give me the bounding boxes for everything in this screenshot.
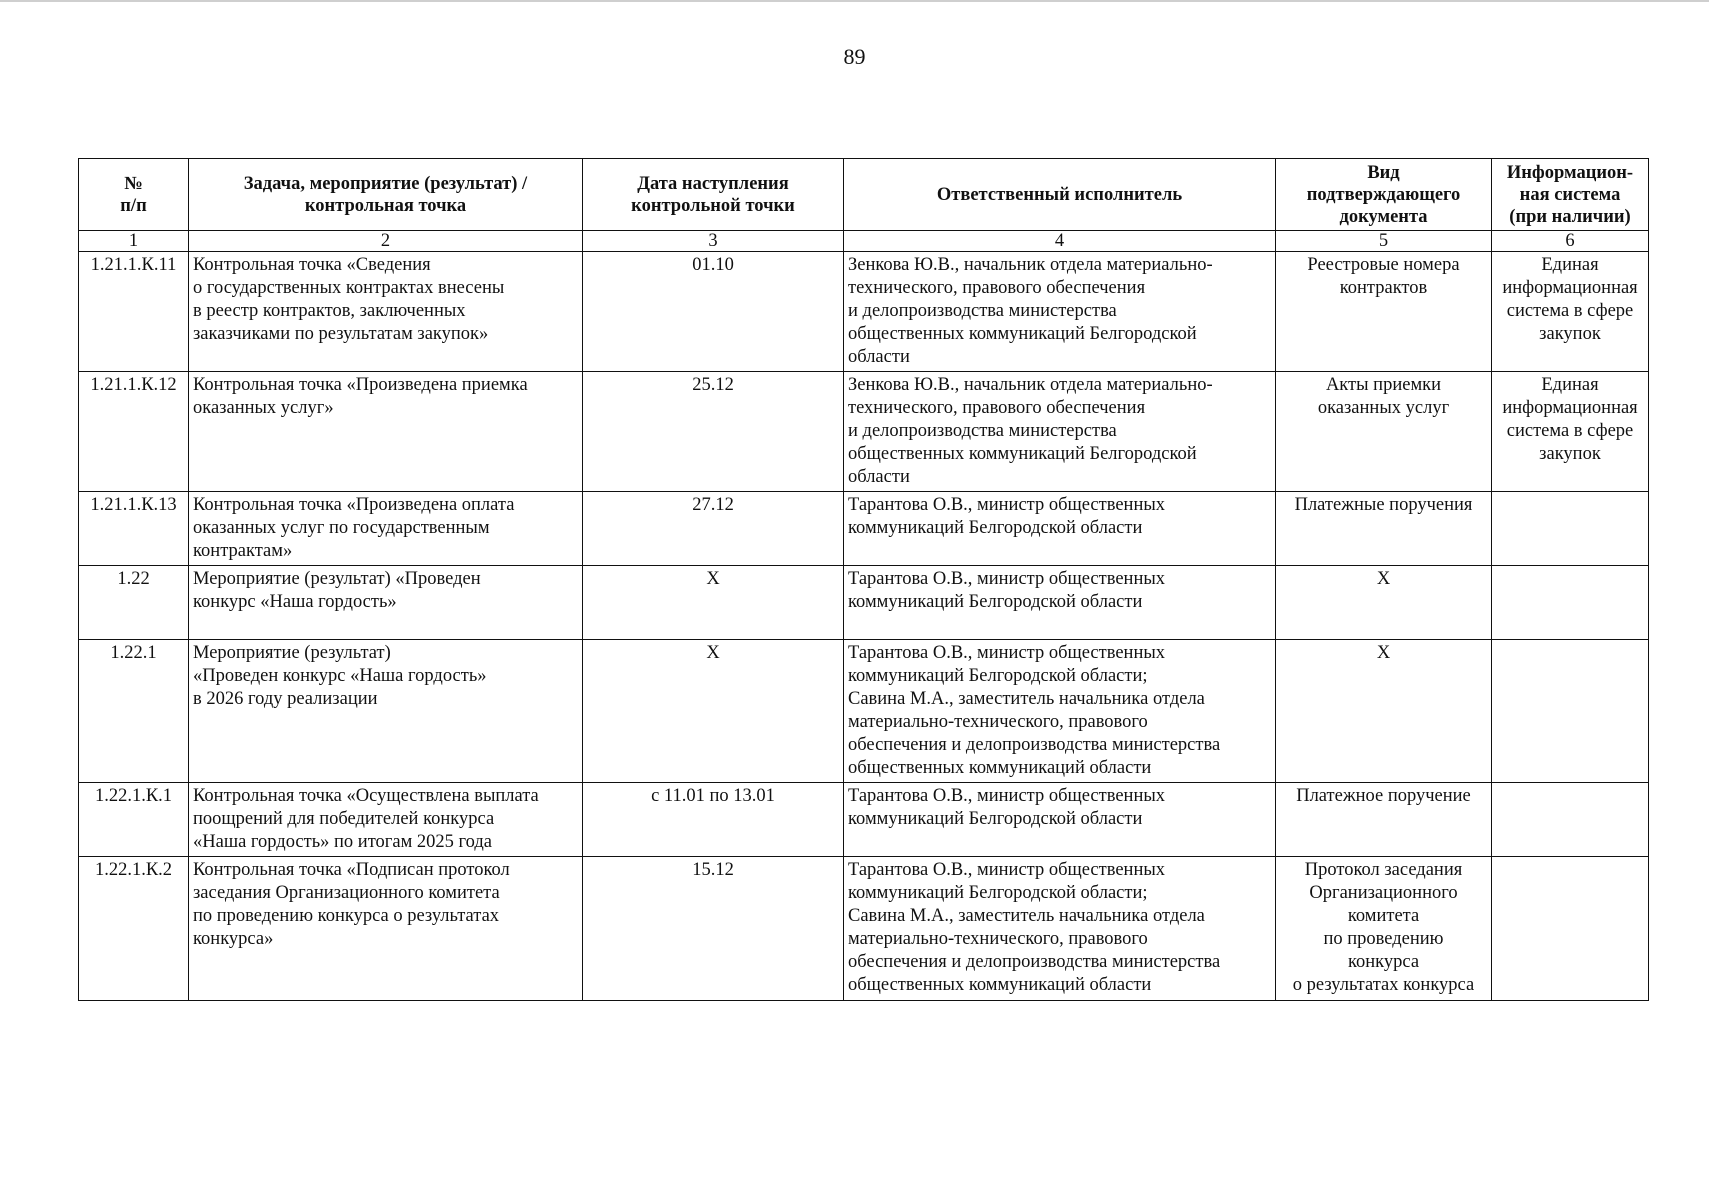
table-row xyxy=(79,566,1649,640)
row-id: 1.21.1.К.13 xyxy=(79,492,189,566)
row-date: 27.12 xyxy=(583,492,844,566)
row-document: Платежные поручения xyxy=(1276,492,1492,566)
table-row xyxy=(79,492,1649,566)
row-executor: Тарантова О.В., министр общественных коммуникаций Белгородской области xyxy=(844,566,1276,640)
row-system xyxy=(1492,566,1649,640)
row-document: Протокол заседания Организационного комитета по проведению конкурса о результатах конкурса xyxy=(1276,857,1492,1001)
row-system xyxy=(1492,640,1649,783)
row-executor: Зенкова Ю.В., начальник отдела материально- технического, правового обеспечения и делопроизводства министерства общественных коммуникаций Белгородской области xyxy=(844,252,1276,372)
row-system xyxy=(1492,492,1649,566)
column-number: 2 xyxy=(189,231,583,252)
row-document: Х xyxy=(1276,640,1492,783)
row-date: 01.10 xyxy=(583,252,844,372)
column-number: 6 xyxy=(1492,231,1649,252)
header-row xyxy=(79,159,1649,231)
row-date: с 11.01 по 13.01 xyxy=(583,783,844,857)
table-row xyxy=(79,372,1649,492)
row-task: Контрольная точка «Сведения о государственных контрактах внесены в реестр контрактов, заключенных заказчиками по результатам закупок» xyxy=(189,252,583,372)
column-number: 5 xyxy=(1276,231,1492,252)
row-executor: Зенкова Ю.В., начальник отдела материально- технического, правового обеспечения и делопроизводства министерства общественных коммуникаций Белгородской области xyxy=(844,372,1276,492)
row-id: 1.21.1.К.11 xyxy=(79,252,189,372)
row-system xyxy=(1492,857,1649,1001)
row-id: 1.22.1 xyxy=(79,640,189,783)
row-task: Контрольная точка «Произведена приемка оказанных услуг» xyxy=(189,372,583,492)
column-number: 4 xyxy=(844,231,1276,252)
row-task: Мероприятие (результат) «Проведен конкурс «Наша гордость» xyxy=(189,566,583,640)
row-task: Контрольная точка «Осуществлена выплата поощрений для победителей конкурса «Наша гордость» по итогам 2025 года xyxy=(189,783,583,857)
page-number: 89 xyxy=(843,44,866,69)
row-id: 1.22 xyxy=(79,566,189,640)
row-document: Акты приемки оказанных услуг xyxy=(1276,372,1492,492)
row-date: Х xyxy=(583,566,844,640)
column-number-row xyxy=(79,231,1649,252)
row-task: Мероприятие (результат) «Проведен конкурс «Наша гордость» в 2026 году реализации xyxy=(189,640,583,783)
row-executor: Тарантова О.В., министр общественных коммуникаций Белгородской области; Савина М.А., заместитель начальника отдела материально-технического, правового обеспечения и делопроизводства министерства общественных коммуникаций области xyxy=(844,640,1276,783)
column-number: 3 xyxy=(583,231,844,252)
row-executor: Тарантова О.В., министр общественных коммуникаций Белгородской области xyxy=(844,492,1276,566)
row-executor: Тарантова О.В., министр общественных коммуникаций Белгородской области xyxy=(844,783,1276,857)
page-top-edge xyxy=(0,0,1709,2)
row-document: Х xyxy=(1276,566,1492,640)
table-row xyxy=(79,252,1649,372)
row-id: 1.21.1.К.12 xyxy=(79,372,189,492)
row-system xyxy=(1492,783,1649,857)
plan-table xyxy=(78,158,1649,1001)
row-date: 25.12 xyxy=(583,372,844,492)
row-date: 15.12 xyxy=(583,857,844,1001)
row-task: Контрольная точка «Произведена оплата оказанных услуг по государственным контрактам» xyxy=(189,492,583,566)
header-date: Дата наступления контрольной точки xyxy=(583,159,844,231)
row-id: 1.22.1.К.1 xyxy=(79,783,189,857)
table-row xyxy=(79,857,1649,1001)
header-number: № п/п xyxy=(79,159,189,231)
header-system: Информацион- ная система (при наличии) xyxy=(1492,159,1649,231)
column-number: 1 xyxy=(79,231,189,252)
row-document: Реестровые номера контрактов xyxy=(1276,252,1492,372)
header-task: Задача, мероприятие (результат) / контрольная точка xyxy=(189,159,583,231)
header-document: Вид подтверждающего документа xyxy=(1276,159,1492,231)
table-row xyxy=(79,640,1649,783)
row-task: Контрольная точка «Подписан протокол заседания Организационного комитета по проведению конкурса о результатах конкурса» xyxy=(189,857,583,1001)
table-row xyxy=(79,783,1649,857)
header-executor: Ответственный исполнитель xyxy=(844,159,1276,231)
row-executor: Тарантова О.В., министр общественных коммуникаций Белгородской области; Савина М.А., заместитель начальника отдела материально-технического, правового обеспечения и делопроизводства министерства общественных коммуникаций области xyxy=(844,857,1276,1001)
row-system: Единая информационная система в сфере закупок xyxy=(1492,372,1649,492)
row-id: 1.22.1.К.2 xyxy=(79,857,189,1001)
row-date: Х xyxy=(583,640,844,783)
row-system: Единая информационная система в сфере закупок xyxy=(1492,252,1649,372)
row-document: Платежное поручение xyxy=(1276,783,1492,857)
